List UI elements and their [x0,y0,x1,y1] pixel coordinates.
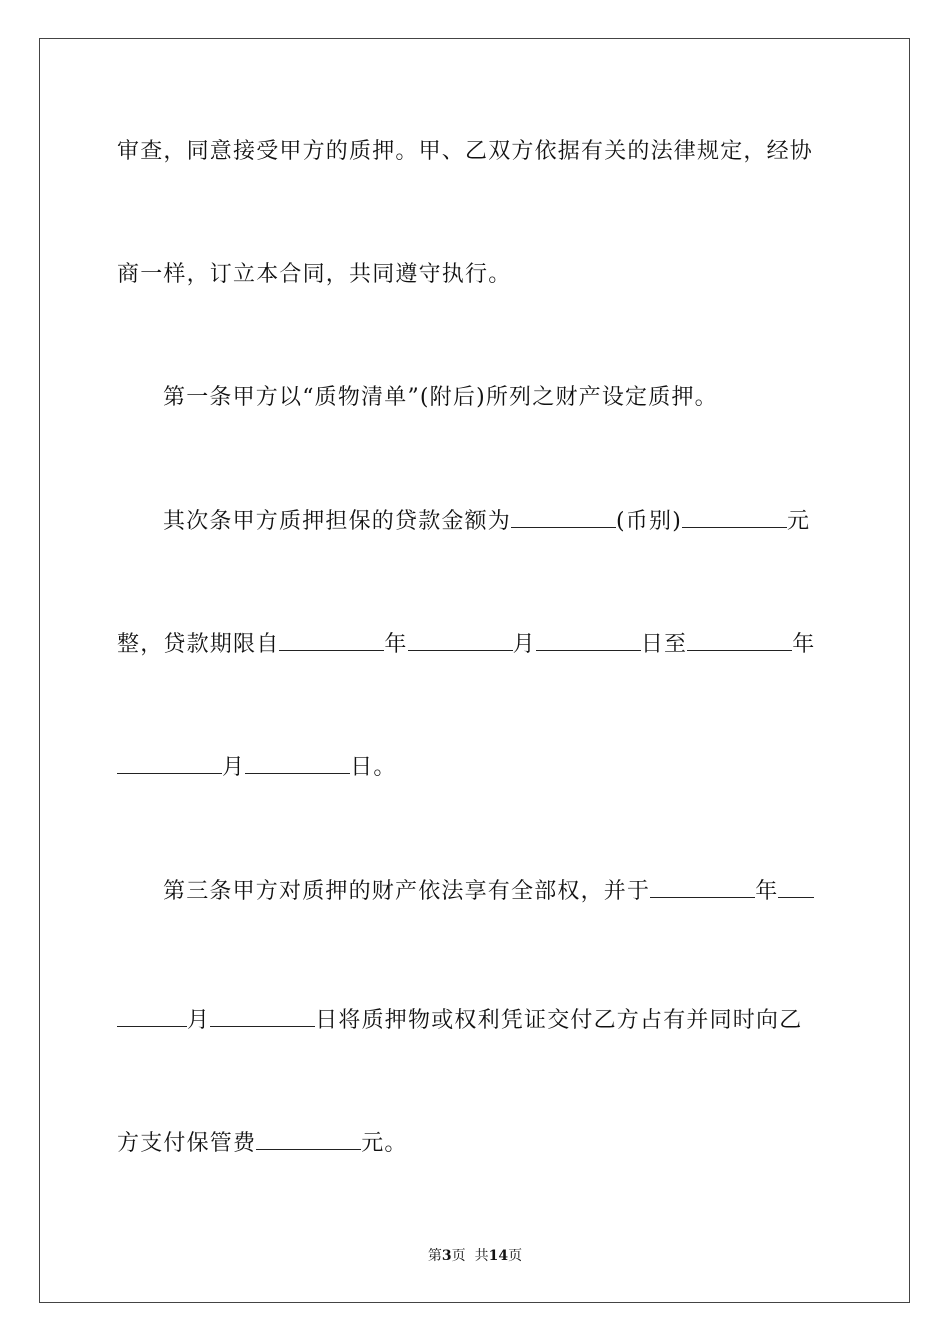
amount-blank[interactable] [511,507,616,528]
end-year-blank[interactable] [687,630,792,651]
end-day-blank[interactable] [245,753,350,774]
currency-label: (币别) [616,509,682,534]
delivery-text: 日将质押物或权利凭证交付乙方占有并同时向乙 [315,1008,803,1033]
fee-blank[interactable] [256,1129,361,1150]
article-3-text: 第三条甲方对质押的财产依法享有全部权，并于 [163,879,651,904]
article-2-line-3 [117,753,837,783]
footer-suffix: 页 [508,1248,523,1264]
article-2-line-1 [163,507,883,537]
start-day-blank[interactable] [536,630,641,651]
year-label: 年 [755,879,779,904]
total-pages: 14 [488,1248,509,1264]
article-3-line-2 [117,1006,837,1036]
year-label: 年 [384,632,408,657]
article-2-text: 其次条甲方质押担保的贷款金额为 [163,509,512,534]
day-label: 日。 [350,755,397,780]
page-frame [39,38,910,1303]
fee-text: 方支付保管费 [117,1131,257,1156]
start-year-blank[interactable] [279,630,384,651]
delivery-month-blank-end[interactable] [117,1006,187,1027]
article-1: 第一条甲方以“质物清单”(附后)所列之财产设定质押。 [163,385,718,410]
footer-prefix: 第 [427,1248,442,1264]
month-label: 月 [187,1008,211,1033]
page-number: 3 [441,1248,452,1264]
footer-mid: 页 共 [451,1248,489,1264]
page-footer [0,1245,950,1265]
article-3-line-1 [163,877,883,907]
article-2-line-2 [117,630,837,660]
year-label: 年 [792,632,816,657]
text-line-1: 审查，同意接受甲方的质押。甲、乙双方依据有关的法律规定，经协 [117,139,814,164]
end-month-blank[interactable] [117,753,222,774]
delivery-day-blank[interactable] [210,1006,315,1027]
delivery-year-blank[interactable] [650,877,755,898]
delivery-month-blank-start[interactable] [778,877,814,898]
yuan-label: 元 [786,509,811,534]
month-label: 月 [512,632,536,657]
day-to-label: 日至 [640,632,688,657]
text-line-2: 商一样，订立本合同，共同遵守执行。 [117,262,512,287]
month-label: 月 [222,755,246,780]
start-month-blank[interactable] [408,630,513,651]
currency-blank[interactable] [682,507,787,528]
article-3-line-3 [117,1129,837,1159]
loan-term-text: 整，贷款期限自 [117,632,280,657]
yuan-label: 元。 [361,1131,408,1156]
